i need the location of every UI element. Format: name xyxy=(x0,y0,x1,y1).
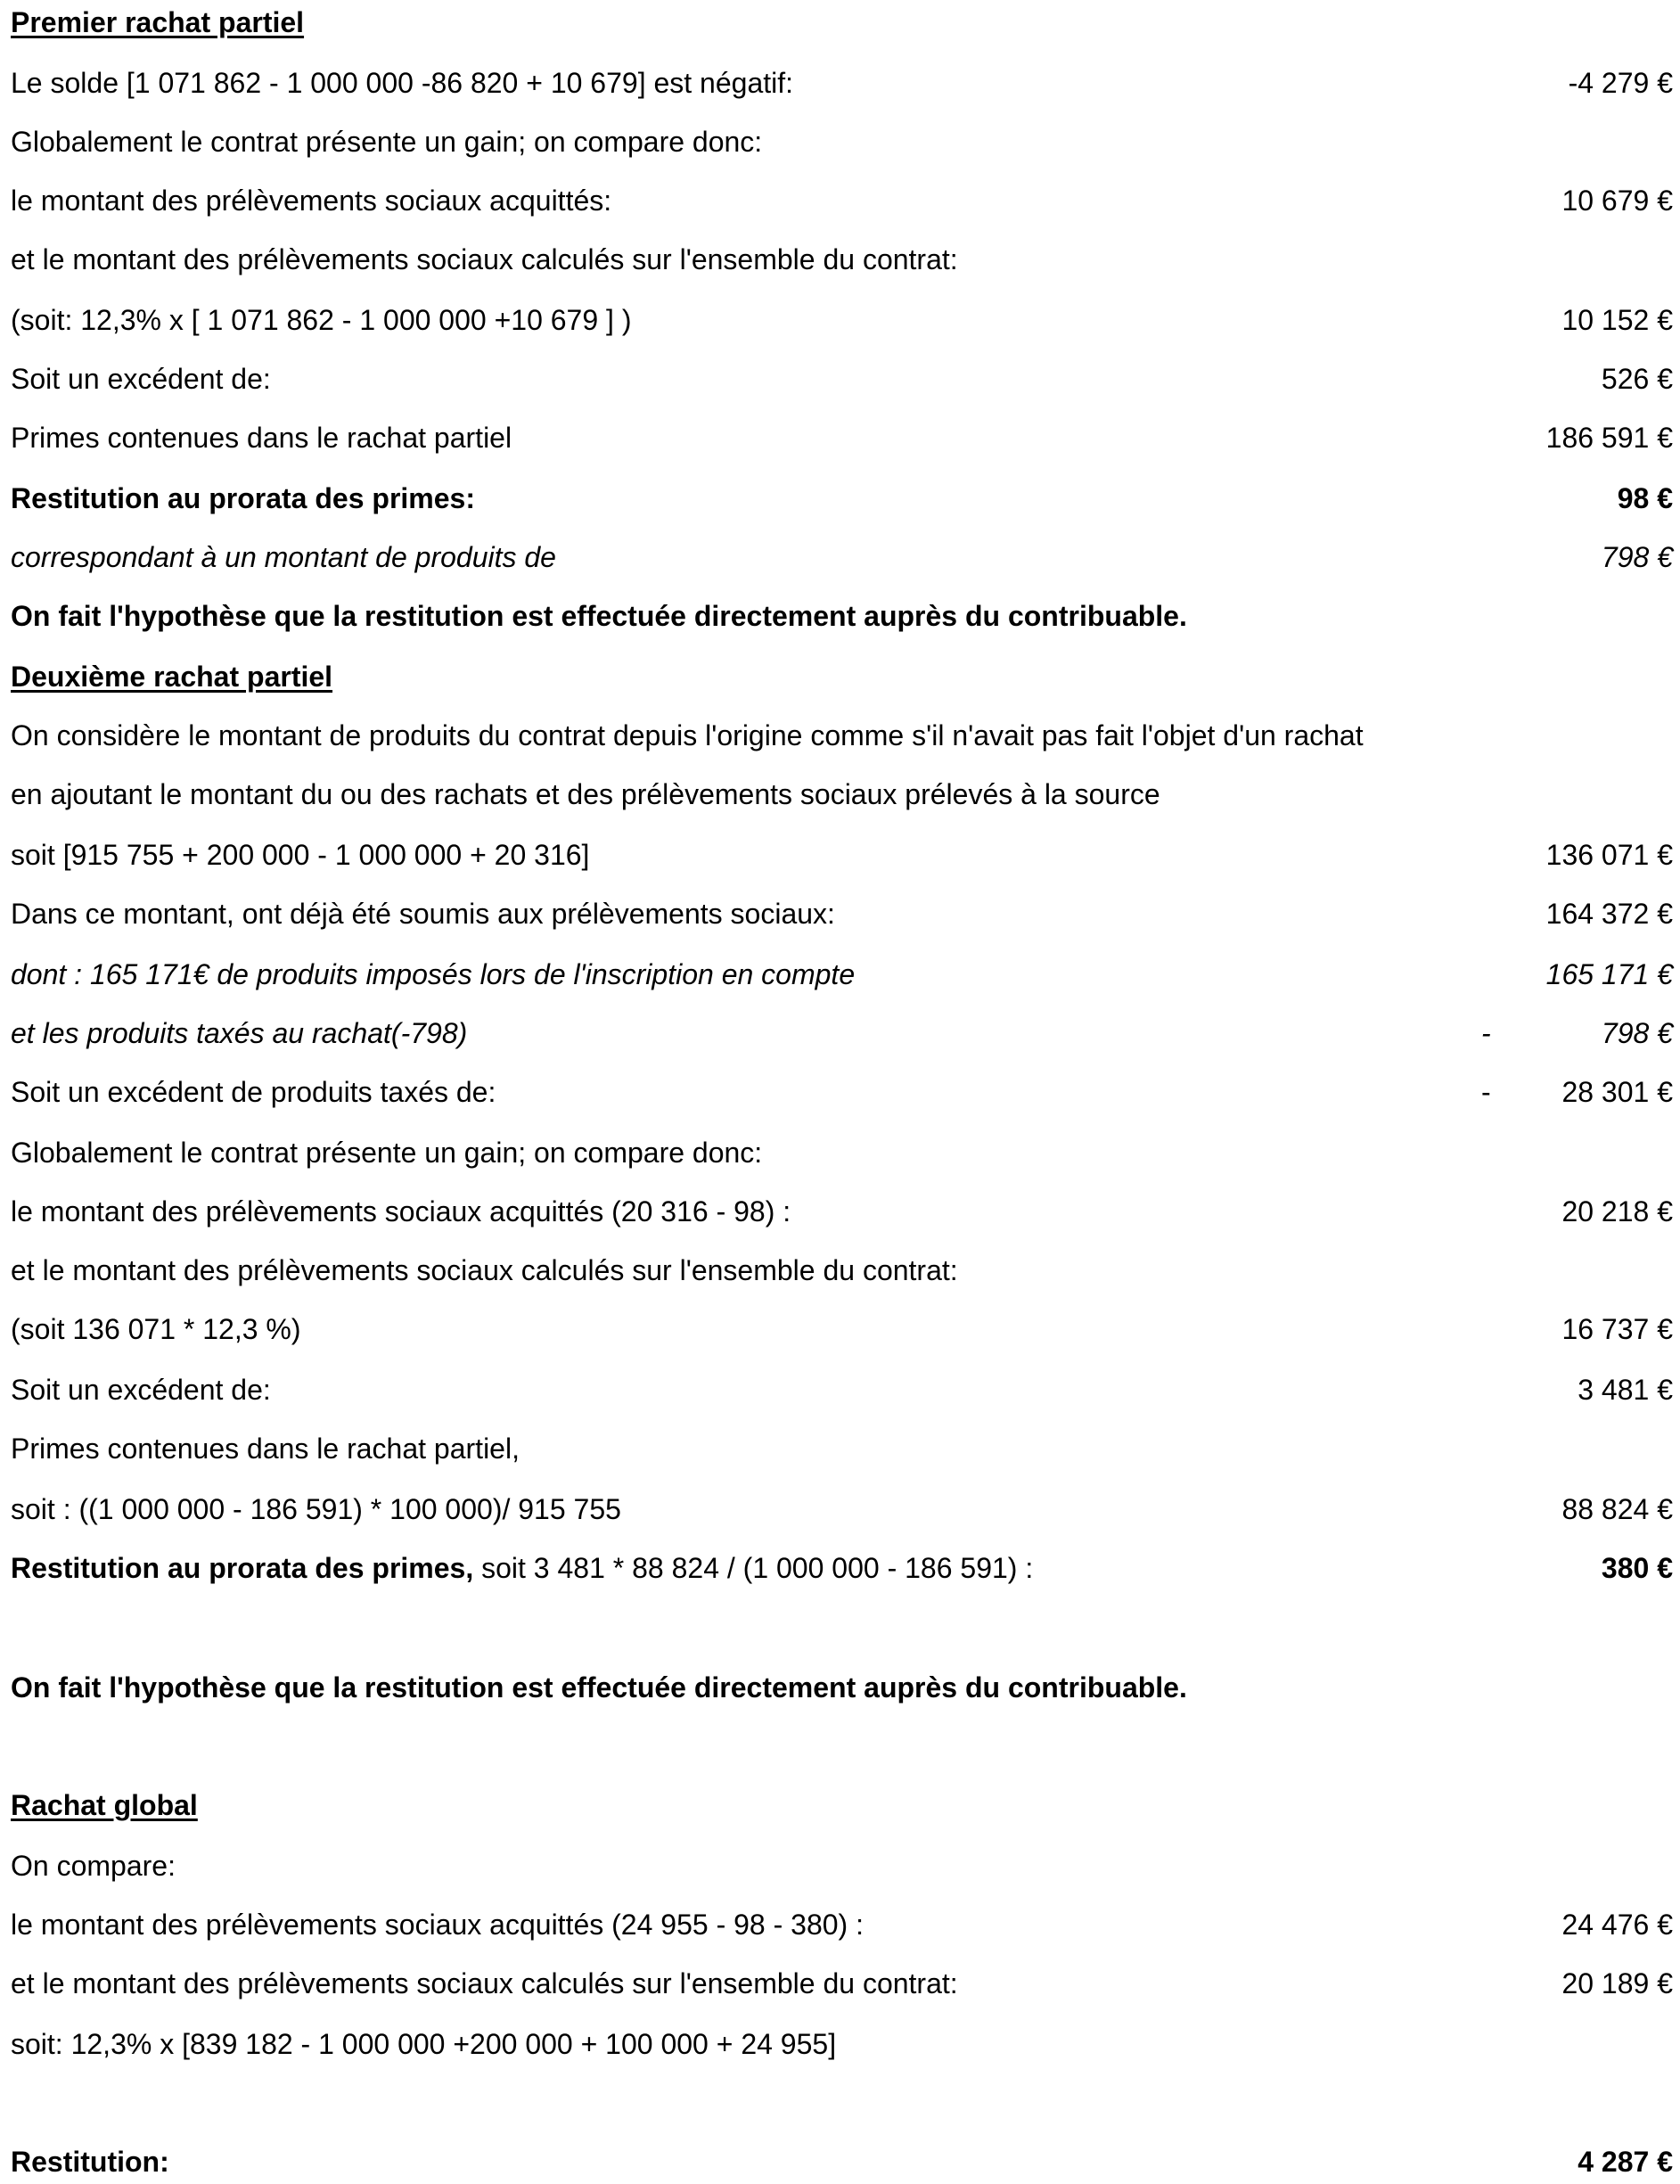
document-row xyxy=(11,61,1673,105)
row-amount: 380 € xyxy=(1601,1552,1673,1584)
row-amount: 10 679 € xyxy=(1561,185,1673,217)
document-row xyxy=(11,833,1673,877)
row-amount: 798 € xyxy=(1601,541,1673,573)
row-amount: 24 476 € xyxy=(1561,1909,1673,1941)
document-row xyxy=(11,476,1673,521)
document-row xyxy=(11,1487,1673,1531)
row-label: soit : ((1 000 000 - 186 591) * 100 000)/ 915 755 xyxy=(11,1493,621,1525)
row-label: le montant des prélèvements sociaux acquittés (20 316 - 98) : xyxy=(11,1195,791,1227)
row-label xyxy=(11,1546,1033,1590)
row-amount: 526 € xyxy=(1601,363,1673,395)
document-row xyxy=(11,1248,1673,1293)
row-label: (soit 136 071 * 12,3 %) xyxy=(11,1313,301,1345)
row-label: correspondant à un montant de produits de xyxy=(11,541,556,573)
row-label: On fait l'hypothèse que la restitution est effectuée directement auprès du contribuable. xyxy=(11,1671,1187,1704)
document-row xyxy=(11,713,1673,758)
row-amount: 4 287 € xyxy=(1578,2146,1673,2178)
row-label-suffix: soit 3 481 * 88 824 / (1 000 000 - 186 591) : xyxy=(473,1552,1034,1584)
document-row xyxy=(11,1546,1673,1590)
row-label: Rachat global xyxy=(11,1789,198,1821)
row-label: et les produits taxés au rachat(-798) xyxy=(11,1017,468,1049)
row-amount: 20 189 € xyxy=(1561,1967,1673,1999)
row-label: Globalement le contrat présente un gain; on compare donc: xyxy=(11,126,763,158)
document-row xyxy=(11,178,1673,223)
row-label: (soit: 12,3% x [ 1 071 862 - 1 000 000 +10 679 ] ) xyxy=(11,304,632,336)
row-label: en ajoutant le montant du ou des rachats et des prélèvements sociaux prélevés à la source xyxy=(11,778,1160,810)
row-label: et le montant des prélèvements sociaux calculés sur l'ensemble du contrat: xyxy=(11,243,958,275)
row-label: et le montant des prélèvements sociaux calculés sur l'ensemble du contrat: xyxy=(11,1967,958,1999)
row-label: Soit un excédent de produits taxés de: xyxy=(11,1076,496,1108)
document-row xyxy=(11,1011,1673,1055)
document-row xyxy=(11,772,1673,817)
row-amount: 16 737 € xyxy=(1561,1313,1673,1345)
document-row xyxy=(11,1367,1673,1412)
row-label: Restitution: xyxy=(11,2146,169,2178)
document-row xyxy=(11,594,1673,638)
row-sign: - xyxy=(1481,1076,1491,1108)
row-label: et le montant des prélèvements sociaux calculés sur l'ensemble du contrat: xyxy=(11,1254,958,1286)
row-label: Soit un excédent de: xyxy=(11,363,271,395)
document-row xyxy=(11,415,1673,460)
row-label: Le solde [1 071 862 - 1 000 000 -86 820 + 10 679] est négatif: xyxy=(11,67,794,99)
row-amount: 165 171 € xyxy=(1545,958,1673,990)
row-amount: 88 824 € xyxy=(1561,1493,1673,1525)
row-amount: 164 372 € xyxy=(1545,898,1673,930)
row-amount: 28 301 € xyxy=(1561,1076,1673,1108)
document-row xyxy=(11,1902,1673,1947)
row-label: Deuxième rachat partiel xyxy=(11,661,333,693)
row-amount: 20 218 € xyxy=(1561,1195,1673,1227)
row-label: Primes contenues dans le rachat partiel xyxy=(11,422,512,454)
row-amount: 186 591 € xyxy=(1545,422,1673,454)
row-label: le montant des prélèvements sociaux acquittés (24 955 - 98 - 380) : xyxy=(11,1909,864,1941)
row-amount: 798 € xyxy=(1601,1017,1673,1049)
row-label: soit: 12,3% x [839 182 - 1 000 000 +200 000 + 100 000 + 24 955] xyxy=(11,2028,837,2060)
row-amount: 10 152 € xyxy=(1561,304,1673,336)
row-label: le montant des prélèvements sociaux acquittés: xyxy=(11,185,612,217)
document-row xyxy=(11,119,1673,164)
row-amount: 98 € xyxy=(1617,482,1673,514)
document-row xyxy=(11,1961,1673,2006)
row-label: dont : 165 171€ de produits imposés lors de l'inscription en compte xyxy=(11,958,856,990)
document-row xyxy=(11,1189,1673,1234)
row-label: On considère le montant de produits du contrat depuis l'origine comme s'il n'avait pas fait l'objet d'un rachat xyxy=(11,719,1364,751)
document-row xyxy=(11,891,1673,936)
document-row xyxy=(11,1070,1673,1114)
section-heading xyxy=(11,1783,1673,1827)
row-amount: -4 279 € xyxy=(1568,67,1673,99)
document-row xyxy=(11,1307,1673,1351)
row-label: soit [915 755 + 200 000 - 1 000 000 + 20 316] xyxy=(11,839,590,871)
document-row xyxy=(11,237,1673,282)
row-sign: - xyxy=(1481,1017,1491,1049)
section-heading xyxy=(11,0,1673,45)
row-label: On fait l'hypothèse que la restitution est effectuée directement auprès du contribuable. xyxy=(11,600,1187,632)
row-label-bold: Restitution au prorata des primes, xyxy=(11,1552,474,1584)
document-row xyxy=(11,2022,1673,2066)
section-heading xyxy=(11,654,1673,699)
document-row xyxy=(11,1426,1673,1471)
row-label: Globalement le contrat présente un gain; on compare donc: xyxy=(11,1137,763,1169)
row-label: Primes contenues dans le rachat partiel, xyxy=(11,1433,520,1465)
row-label: Soit un excédent de: xyxy=(11,1374,271,1406)
document-row xyxy=(11,1843,1673,1888)
row-amount: 3 481 € xyxy=(1578,1374,1673,1406)
row-label: Dans ce montant, ont déjà été soumis aux prélèvements sociaux: xyxy=(11,898,835,930)
document-row xyxy=(11,357,1673,401)
row-amount: 136 071 € xyxy=(1545,839,1673,871)
row-label: Restitution au prorata des primes: xyxy=(11,482,475,514)
document-row xyxy=(11,1130,1673,1175)
document-row xyxy=(11,535,1673,579)
document-row xyxy=(11,298,1673,342)
row-label: On compare: xyxy=(11,1850,176,1882)
document-row xyxy=(11,2139,1673,2184)
document-row xyxy=(11,1665,1673,1710)
row-label: Premier rachat partiel xyxy=(11,6,305,38)
document-row xyxy=(11,952,1673,997)
